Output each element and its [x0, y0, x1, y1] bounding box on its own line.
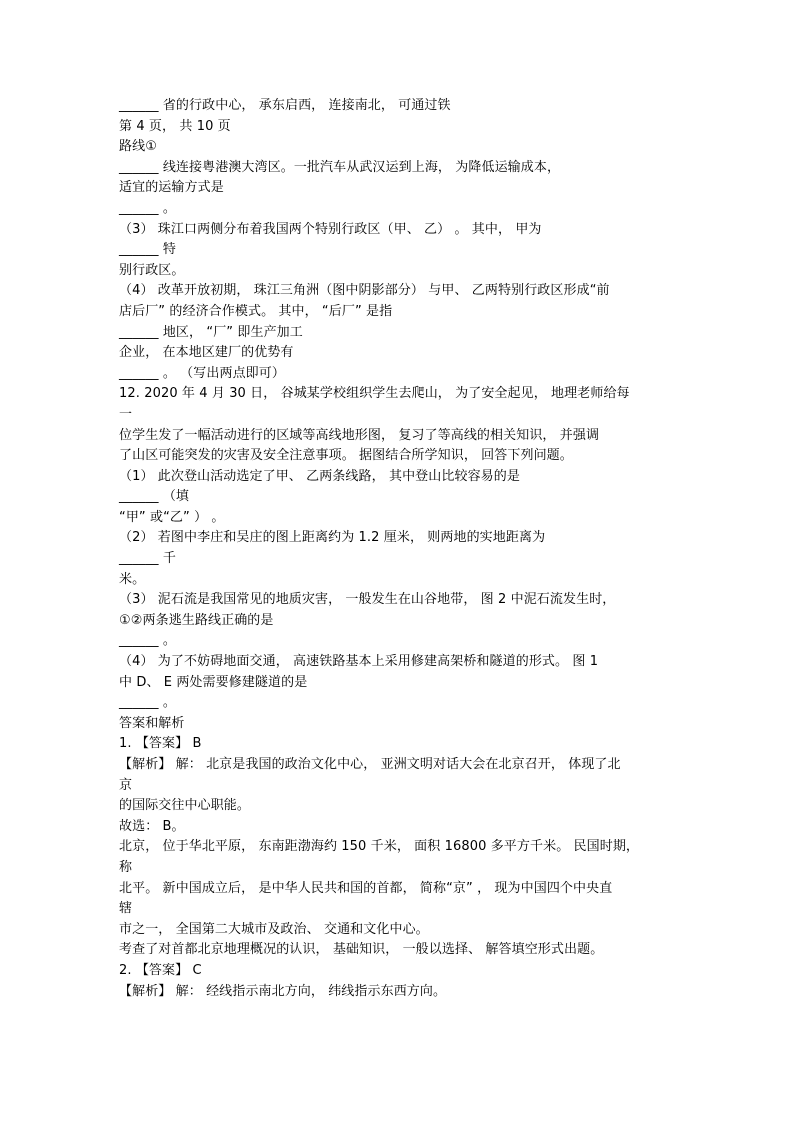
text-line: 企业， 在本地区建厂的优势有 — [119, 345, 294, 361]
answer-blank-line: ______ 地区， “厂” 即生产加工 — [119, 324, 303, 340]
answer-blank-line: ______ 千 — [119, 551, 176, 567]
text-line: 适宜的运输方式是 — [119, 180, 224, 196]
analysis-line: 【解析】 解： 经线指示南北方向， 纬线指示东西方向。 — [119, 983, 447, 999]
document-body — [119, 96, 719, 1002]
text-line: 京 — [119, 777, 133, 793]
text-line: 了山区可能突发的灾害及安全注意事项。 据图结合所学知识， 回答下列问题。 — [119, 448, 573, 464]
text-line: 称 — [119, 859, 133, 875]
answer-line: 2. 【答案】 C — [119, 962, 202, 978]
section-heading: 答案和解析 — [119, 715, 185, 731]
page-footer: 第 4 页， 共 10 页 — [119, 118, 231, 134]
answer-blank-line: ______ 。 （写出两点即可） — [119, 365, 285, 381]
text-line: “甲” 或“乙” ） 。 — [119, 509, 225, 525]
question-line: （4） 改革开放初期， 珠江三角洲（图中阴影部分） 与甲、 乙两特别行政区形成“前 — [119, 283, 610, 299]
text-line: 店后厂” 的经济合作模式。 其中， “后厂” 是指 — [119, 303, 393, 319]
text-line: 的国际交往中心职能。 — [119, 798, 251, 814]
text-line: 别行政区。 — [119, 262, 185, 278]
question-heading: 12. 2020 年 4 月 30 日， 谷城某学校组织学生去爬山， 为了安全起见， 地理老师给每 — [119, 386, 630, 402]
text-line: 路线① — [119, 139, 157, 155]
question-line: （3） 泥石流是我国常见的地质灾害， 一般发生在山谷地带， 图 2 中泥石流发生时， — [119, 592, 616, 608]
answer-blank-line: ______ （填 — [119, 489, 190, 505]
analysis-line: 【解析】 解： 北京是我国的政治文化中心， 亚洲文明对话大会在北京召开， 体现了北 — [119, 757, 621, 772]
answer-blank-line: ______ 。 — [119, 695, 176, 711]
text-line: 故选： B。 — [119, 818, 185, 834]
text-line: 中 D、 E 两处需要修建隧道的是 — [119, 674, 308, 690]
answer-blank-line: ______ 特 — [119, 242, 176, 258]
answer-blank-line: ______ 。 — [119, 633, 176, 649]
text-line: 北京， 位于华北平原， 东南距渤海约 150 千米， 面积 16800 多平方千米。 民国时期， — [119, 839, 640, 855]
text-line: ①②两条逃生路线正确的是 — [119, 612, 274, 628]
question-line: （4） 为了不妨碍地面交通， 高速铁路基本上采用修建高架桥和隧道的形式。 图 1 — [119, 654, 599, 670]
text-line: 一 — [119, 406, 133, 422]
question-line: （2） 若图中李庄和吴庄的图上距离约为 1.2 厘米， 则两地的实地距离为 — [119, 530, 546, 546]
text-line: ______ 线连接粤港澳大湾区。一批汽车从武汉运到上海， 为降低运输成本， — [119, 159, 561, 175]
answer-blank-line: ______ 。 — [119, 200, 176, 216]
text-line: 米。 — [119, 571, 146, 587]
text-line: 考查了对首都北京地理概况的认识， 基础知识， 一般以选择、 解答填空形式出题。 — [119, 942, 604, 958]
question-line: （3） 珠江口两侧分布着我国两个特别行政区（甲、 乙） 。 其中， 甲为 — [119, 221, 542, 237]
text-line: 北平。 新中国成立后， 是中华人民共和国的首都， 简称“京” ， 现为中国四个中央直 — [119, 880, 613, 896]
text-line: 市之一， 全国第二大城市及政治、 交通和文化中心。 — [119, 921, 429, 937]
question-line: （1） 此次登山活动选定了甲、 乙两条线路， 其中登山比较容易的是 — [119, 468, 520, 484]
text-line: 位学生发了一幅活动进行的区域等高线地形图， 复习了等高线的相关知识， 并强调 — [119, 427, 600, 443]
text-line: 辖 — [119, 901, 133, 917]
text-line: ______ 省的行政中心， 承东启西， 连接南北， 可通过铁 — [119, 98, 451, 113]
answer-line: 1. 【答案】 B — [119, 736, 202, 752]
